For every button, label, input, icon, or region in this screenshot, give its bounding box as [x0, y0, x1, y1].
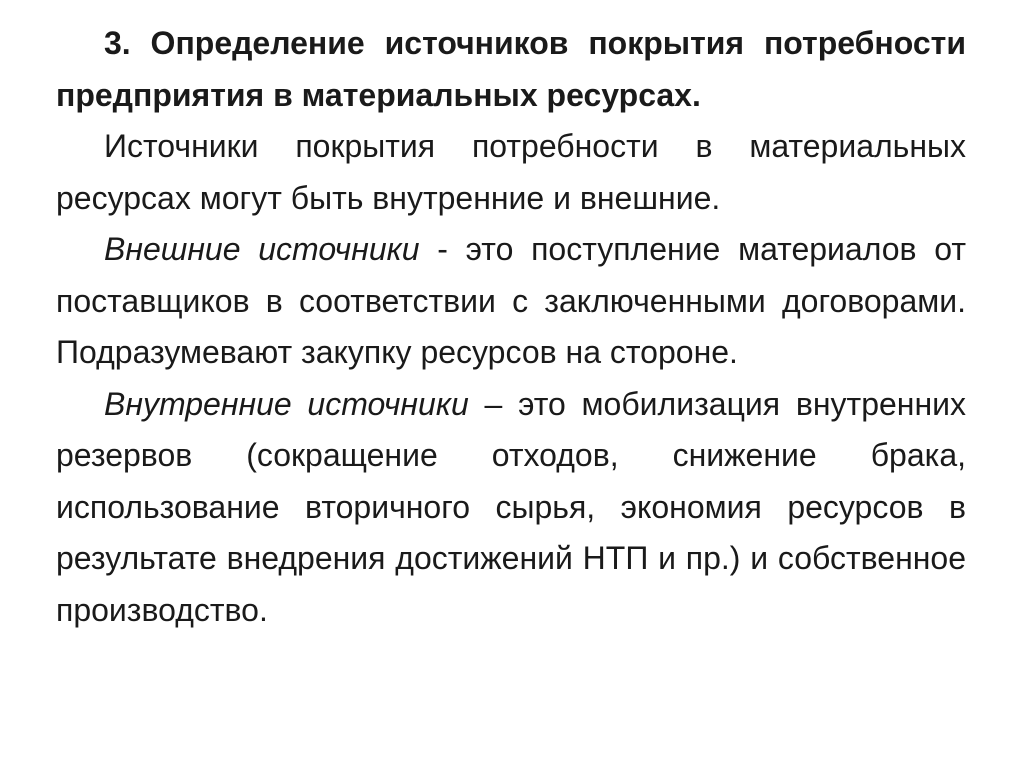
- term-external-sources: Внешние источники: [104, 231, 420, 267]
- paragraph-intro: Источники покрытия потребности в материальных ресурсах могут быть внутренние и внешние.: [56, 128, 966, 216]
- section-heading: 3. Определение источников покрытия потребности предприятия в материальных ресурсах.: [56, 25, 966, 113]
- term-internal-sources: Внутренние источники: [104, 385, 469, 422]
- paragraph-internal-sources: [56, 379, 966, 637]
- definition-external-sources: - это поступление материалов от поставщиков в соответствии с заключенными договорами. Подразумевают закупку ресурсов на стороне.: [56, 231, 967, 370]
- definition-internal-sources: – это мобилизация внутренних резервов (сокращение отходов, снижение брака, использование вторичного сырья, экономия ресурсов в результате внедрения достижений НТП и пр.) и собственное производство.: [56, 385, 967, 628]
- paragraph-external-sources: [56, 224, 966, 379]
